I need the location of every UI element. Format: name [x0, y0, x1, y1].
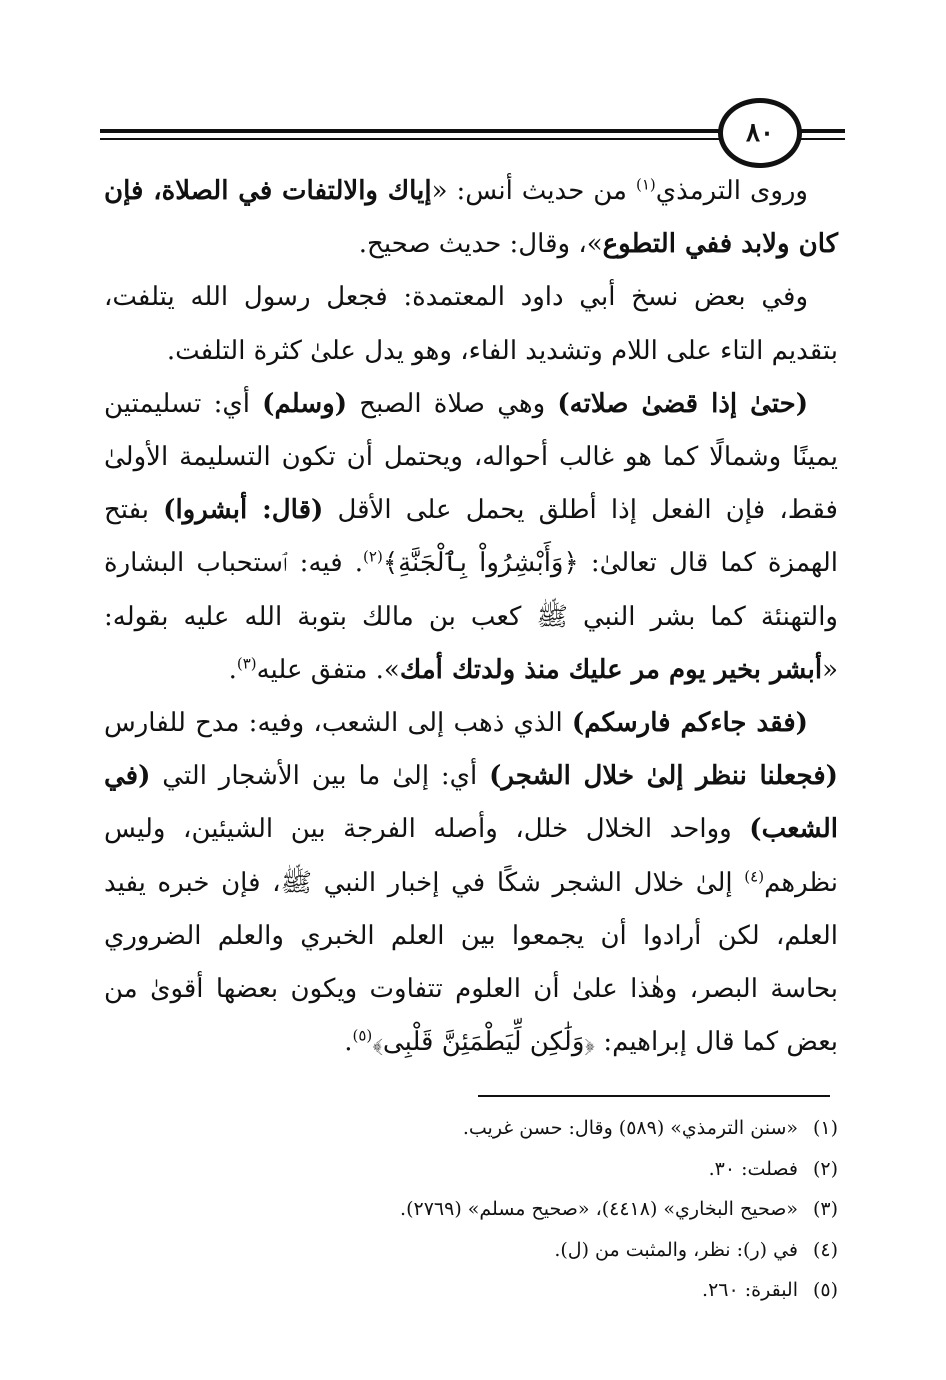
- footnote-ref-1[interactable]: (١): [635, 175, 656, 194]
- footnote-separator: [478, 1095, 830, 1097]
- footnote-text: فصلت: ٣٠.: [708, 1157, 798, 1180]
- text-segment: .: [228, 654, 237, 685]
- matn-phrase: (قال: أبشروا): [163, 495, 324, 526]
- text-segment: ». متفق عليه: [256, 654, 400, 685]
- footnote-3: [104, 1189, 838, 1230]
- text-segment: . فيه: ٱستحباب البشارة والتهنئة كما بشر النبي ﷺ كعب بن مالك بتوبة الله عليه بقوله: «: [104, 548, 838, 685]
- hadith-quote: أبشر بخير يوم مر عليك منذ ولدتك أمك: [399, 654, 823, 685]
- footnote-number: (٣): [812, 1198, 838, 1220]
- footnote-text: «صحيح البخاري» (٤٤١٨)، «صحيح مسلم» (٢٧٦٩).: [400, 1198, 798, 1220]
- matn-phrase: (وسلم): [262, 388, 348, 419]
- footnote-text: البقرة: ٢٦٠.: [702, 1279, 798, 1301]
- header-rule-right-top: [798, 129, 845, 133]
- footnotes: [104, 1108, 838, 1311]
- paragraph-1: [104, 165, 838, 271]
- matn-phrase: (حتىٰ إذا قضىٰ صلاته): [557, 388, 809, 419]
- footnote-4: [104, 1230, 838, 1271]
- text-segment: .: [344, 1027, 353, 1058]
- matn-phrase: (فقد جاءكم فارسكم): [571, 708, 808, 739]
- body-text: [104, 165, 838, 1069]
- header-rule-bottom: [100, 138, 725, 140]
- footnote-ref-2[interactable]: (٢): [363, 547, 383, 566]
- footnote-2: [104, 1149, 838, 1190]
- paragraph-2: [104, 271, 838, 377]
- text-segment: »، وقال: حديث صحيح.: [358, 229, 603, 260]
- text-segment: وهي صلاة الصبح: [347, 388, 558, 419]
- text-segment: إلىٰ خلال الشجر شكًا في إخبار النبي ﷺ، فإن خبره يفيد العلم، لكن أرادوا أن يجمعوا بين العلم الخبري والعلم الضروري بحاسة البصر، وهٰذا علىٰ أن العلوم تتفاوت ويكون بعضها أقوىٰ من بعض كما قال إبراهيم: ﴿وَلَٰكِن لِّيَطْمَئِنَّ قَلْبِى﴾: [104, 867, 838, 1058]
- footnote-ref-4[interactable]: (٤): [744, 866, 765, 885]
- footnote-ref-3[interactable]: (٣): [236, 654, 257, 673]
- footnote-number: (١): [812, 1117, 838, 1139]
- matn-phrase: (فجعلنا ننظر إلىٰ خلال الشجر): [489, 761, 838, 792]
- text-segment: وروى الترمذي: [655, 176, 808, 206]
- matn-phrase: (في الشعب): [104, 761, 838, 845]
- paragraph-3: [104, 378, 838, 697]
- footnote-text: «سنن الترمذي» (٥٨٩) وقال: حسن غريب.: [462, 1117, 798, 1139]
- footnote-number: (٢): [812, 1157, 838, 1180]
- text-segment: أي: إلىٰ ما بين الأشجار التي: [150, 761, 490, 792]
- text-segment: وواحد الخلال خلل، وأصله الفرجة بين الشيئين، وليس نظرهم: [104, 814, 838, 898]
- footnote-text: في (ر): نظر، والمثبت من (ل).: [554, 1238, 798, 1261]
- text-segment: وفي بعض نسخ أبي داود المعتمدة: فجعل رسول الله يتلفت، بتقديم التاء على اللام وتشديد الفاء، وهو يدل علىٰ كثرة التلفت.: [104, 282, 838, 366]
- text-segment: بفتح الهمزة كما قال تعالىٰ: ﴿وَأَبْشِرُواْ بِٱلْجَنَّةِ﴾: [104, 495, 838, 579]
- footnote-5: [104, 1270, 838, 1311]
- text-segment: الذي ذهب إلى الشعب، وفيه: مدح للفارس: [104, 708, 572, 739]
- footnote-number: (٥): [812, 1279, 838, 1301]
- text-segment: من حديث أنس: «: [431, 176, 636, 206]
- footnote-ref-5[interactable]: (٥): [352, 1026, 373, 1045]
- text-segment: أي: تسليمتين يمينًا وشمالًا كما هو غالب أحواله، ويحتمل أن تكون التسليمة الأولىٰ فقط، فإن الفعل إذا أطلق يحمل على الأقل: [104, 388, 838, 526]
- page-number: ٨٠: [718, 98, 802, 168]
- header-rule-right-bottom: [798, 138, 845, 140]
- footnote-number: (٤): [812, 1238, 838, 1261]
- paragraph-4: [104, 697, 838, 1069]
- header-rule-top: [100, 129, 725, 133]
- footnote-1: [104, 1108, 838, 1149]
- hadith-quote: إياك والالتفات في الصلاة، فإن كان ولابد ففي التطوع: [104, 176, 838, 260]
